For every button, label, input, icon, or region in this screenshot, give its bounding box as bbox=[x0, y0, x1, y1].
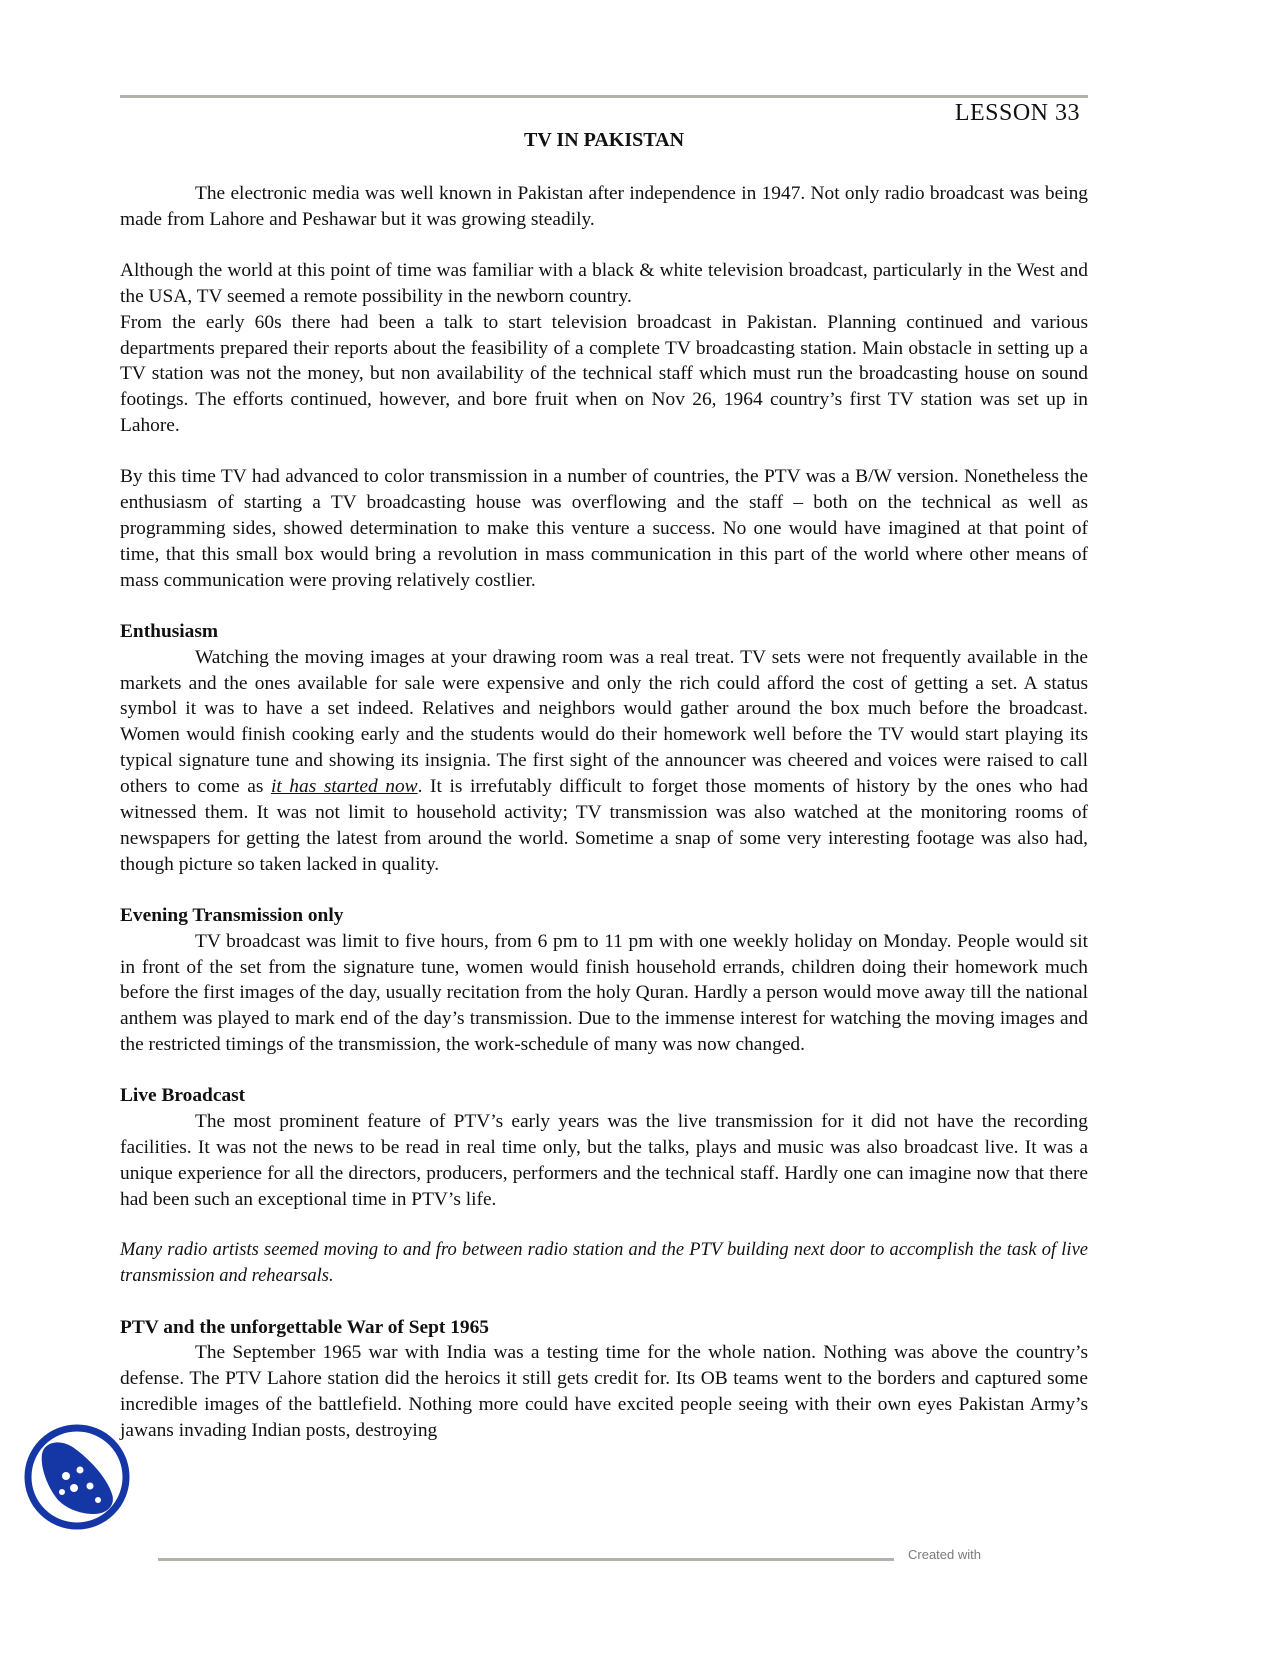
italic-note: Many radio artists seemed moving to and fro between radio station and the PTV building next door to accomplish the task of live transmission and rehearsals. bbox=[120, 1239, 1088, 1286]
enthusiasm-text-after: . It is irrefutably difficult to forget those moments of history by the ones who had witnessed them. It was not limit to household activity; TV transmission was also watched at the monitoring rooms of newspapers for getting the latest from around the world. Sometime a snap of some very interesting footage was also had, though picture so taken lacked in quality. bbox=[120, 776, 1088, 875]
created-with-label: Created with bbox=[908, 1547, 981, 1562]
paragraph-early-60s: From the early 60s there had been a talk to start television broadcast in Pakistan. Planning continued and various departments prepared their reports about the feasibility of a complete TV broadcasting station. Main obstacle in setting up a TV station was not the money, but non availability of the technical staff which must run the broadcasting house on sound footings. The efforts continued, however, and bore fruit when on Nov 26, 1964 country’s first TV station was set up in Lahore. bbox=[120, 311, 1088, 437]
paragraph-world-broadcast: Although the world at this point of time was familiar with a black & white television broadcast, particularly in the West and the USA, TV seemed a remote possibility in the newborn country. bbox=[120, 259, 1088, 307]
document-body bbox=[120, 181, 1088, 1444]
paragraph-color-transmission: By this time TV had advanced to color transmission in a number of countries, the PTV was a B/W version. Nonetheless the enthusiasm of starting a TV broadcasting house was overflowing and the staff – both on the technical as well as programming sides, showed determination to make this venture a success. No one would have imagined at that point of time, that this small box would bring a revolution in mass communication in this part of the world where other means of mass communication were proving relatively costlier. bbox=[120, 466, 1088, 591]
emphasized-quote: it has started now bbox=[270, 776, 418, 798]
paragraph-gap bbox=[120, 439, 1088, 464]
paragraph-gap bbox=[120, 1213, 1088, 1238]
paragraph-live-broadcast: The most prominent feature of PTV’s early years was the live transmission for it did not have the recording facilities. It was not the news to be read in real time only, but the talks, plays and music was also broadcast live. It was a unique experience for all the directors, producers, performers and the technical staff. Hardly one can imagine now that there had been such an exceptional time in PTV’s life. bbox=[120, 1111, 1088, 1210]
paragraph-gap bbox=[120, 594, 1088, 619]
bottom-rule bbox=[158, 1558, 894, 1561]
lesson-number: LESSON 33 bbox=[954, 100, 1080, 126]
heading-war-1965: PTV and the unforgettable War of Sept 1965 bbox=[120, 1316, 489, 1338]
paragraph-intro: The electronic media was well known in Pakistan after independence in 1947. Not only radio broadcast was being made from Lahore and Peshawar but it was growing steadily. bbox=[120, 183, 1088, 230]
paragraph-enthusiasm bbox=[120, 645, 1088, 878]
paragraph-war-1965: The September 1965 war with India was a testing time for the whole nation. Nothing was above the country’s defense. The PTV Lahore station did the heroics it still gets credit for. Its OB teams went to the borders and captured some incredible images of the battlefield. Nothing more could have excited people seeing with their own eyes Pakistan Army’s jawans invading Indian posts, destroying bbox=[120, 1342, 1088, 1442]
paragraph-gap bbox=[120, 1058, 1088, 1083]
page-title: TV IN PAKISTAN bbox=[523, 129, 685, 151]
paragraph-gap bbox=[120, 1290, 1088, 1315]
enthusiasm-text-before: Watching the moving images at your drawing room was a real treat. TV sets were not frequently available in the markets and the ones available for sale were expensive and only the rich could afford the cost of getting a set. A status symbol it was to have a set indeed. Relatives and neighbors would gather around the box much before the broadcast. Women would finish cooking early and the students would do their homework well before the TV would start playing its typical signature tune and showing its insignia. The first sight of the announcer was cheered and voices were raised to call others to come as bbox=[120, 646, 1088, 798]
logo-icon bbox=[22, 1422, 132, 1532]
top-rule bbox=[120, 95, 1088, 98]
heading-enthusiasm: Enthusiasm bbox=[120, 620, 219, 642]
paragraph-gap bbox=[120, 878, 1088, 903]
heading-evening-transmission: Evening Transmission only bbox=[120, 904, 344, 926]
paragraph-evening-transmission: TV broadcast was limit to five hours, from 6 pm to 11 pm with one weekly holiday on Monday. People would sit in front of the set from the signature tune, women would finish household errands, children doing their homework much before the first images of the day, usually recitation from the holy Quran. Hardly a person would move away till the national anthem was played to mark end of the day’s transmission. Due to the immense interest for watching the moving images and the restricted timings of the transmission, the work-schedule of many was now changed. bbox=[120, 930, 1088, 1056]
heading-live-broadcast: Live Broadcast bbox=[120, 1085, 246, 1107]
paragraph-gap bbox=[120, 233, 1088, 258]
